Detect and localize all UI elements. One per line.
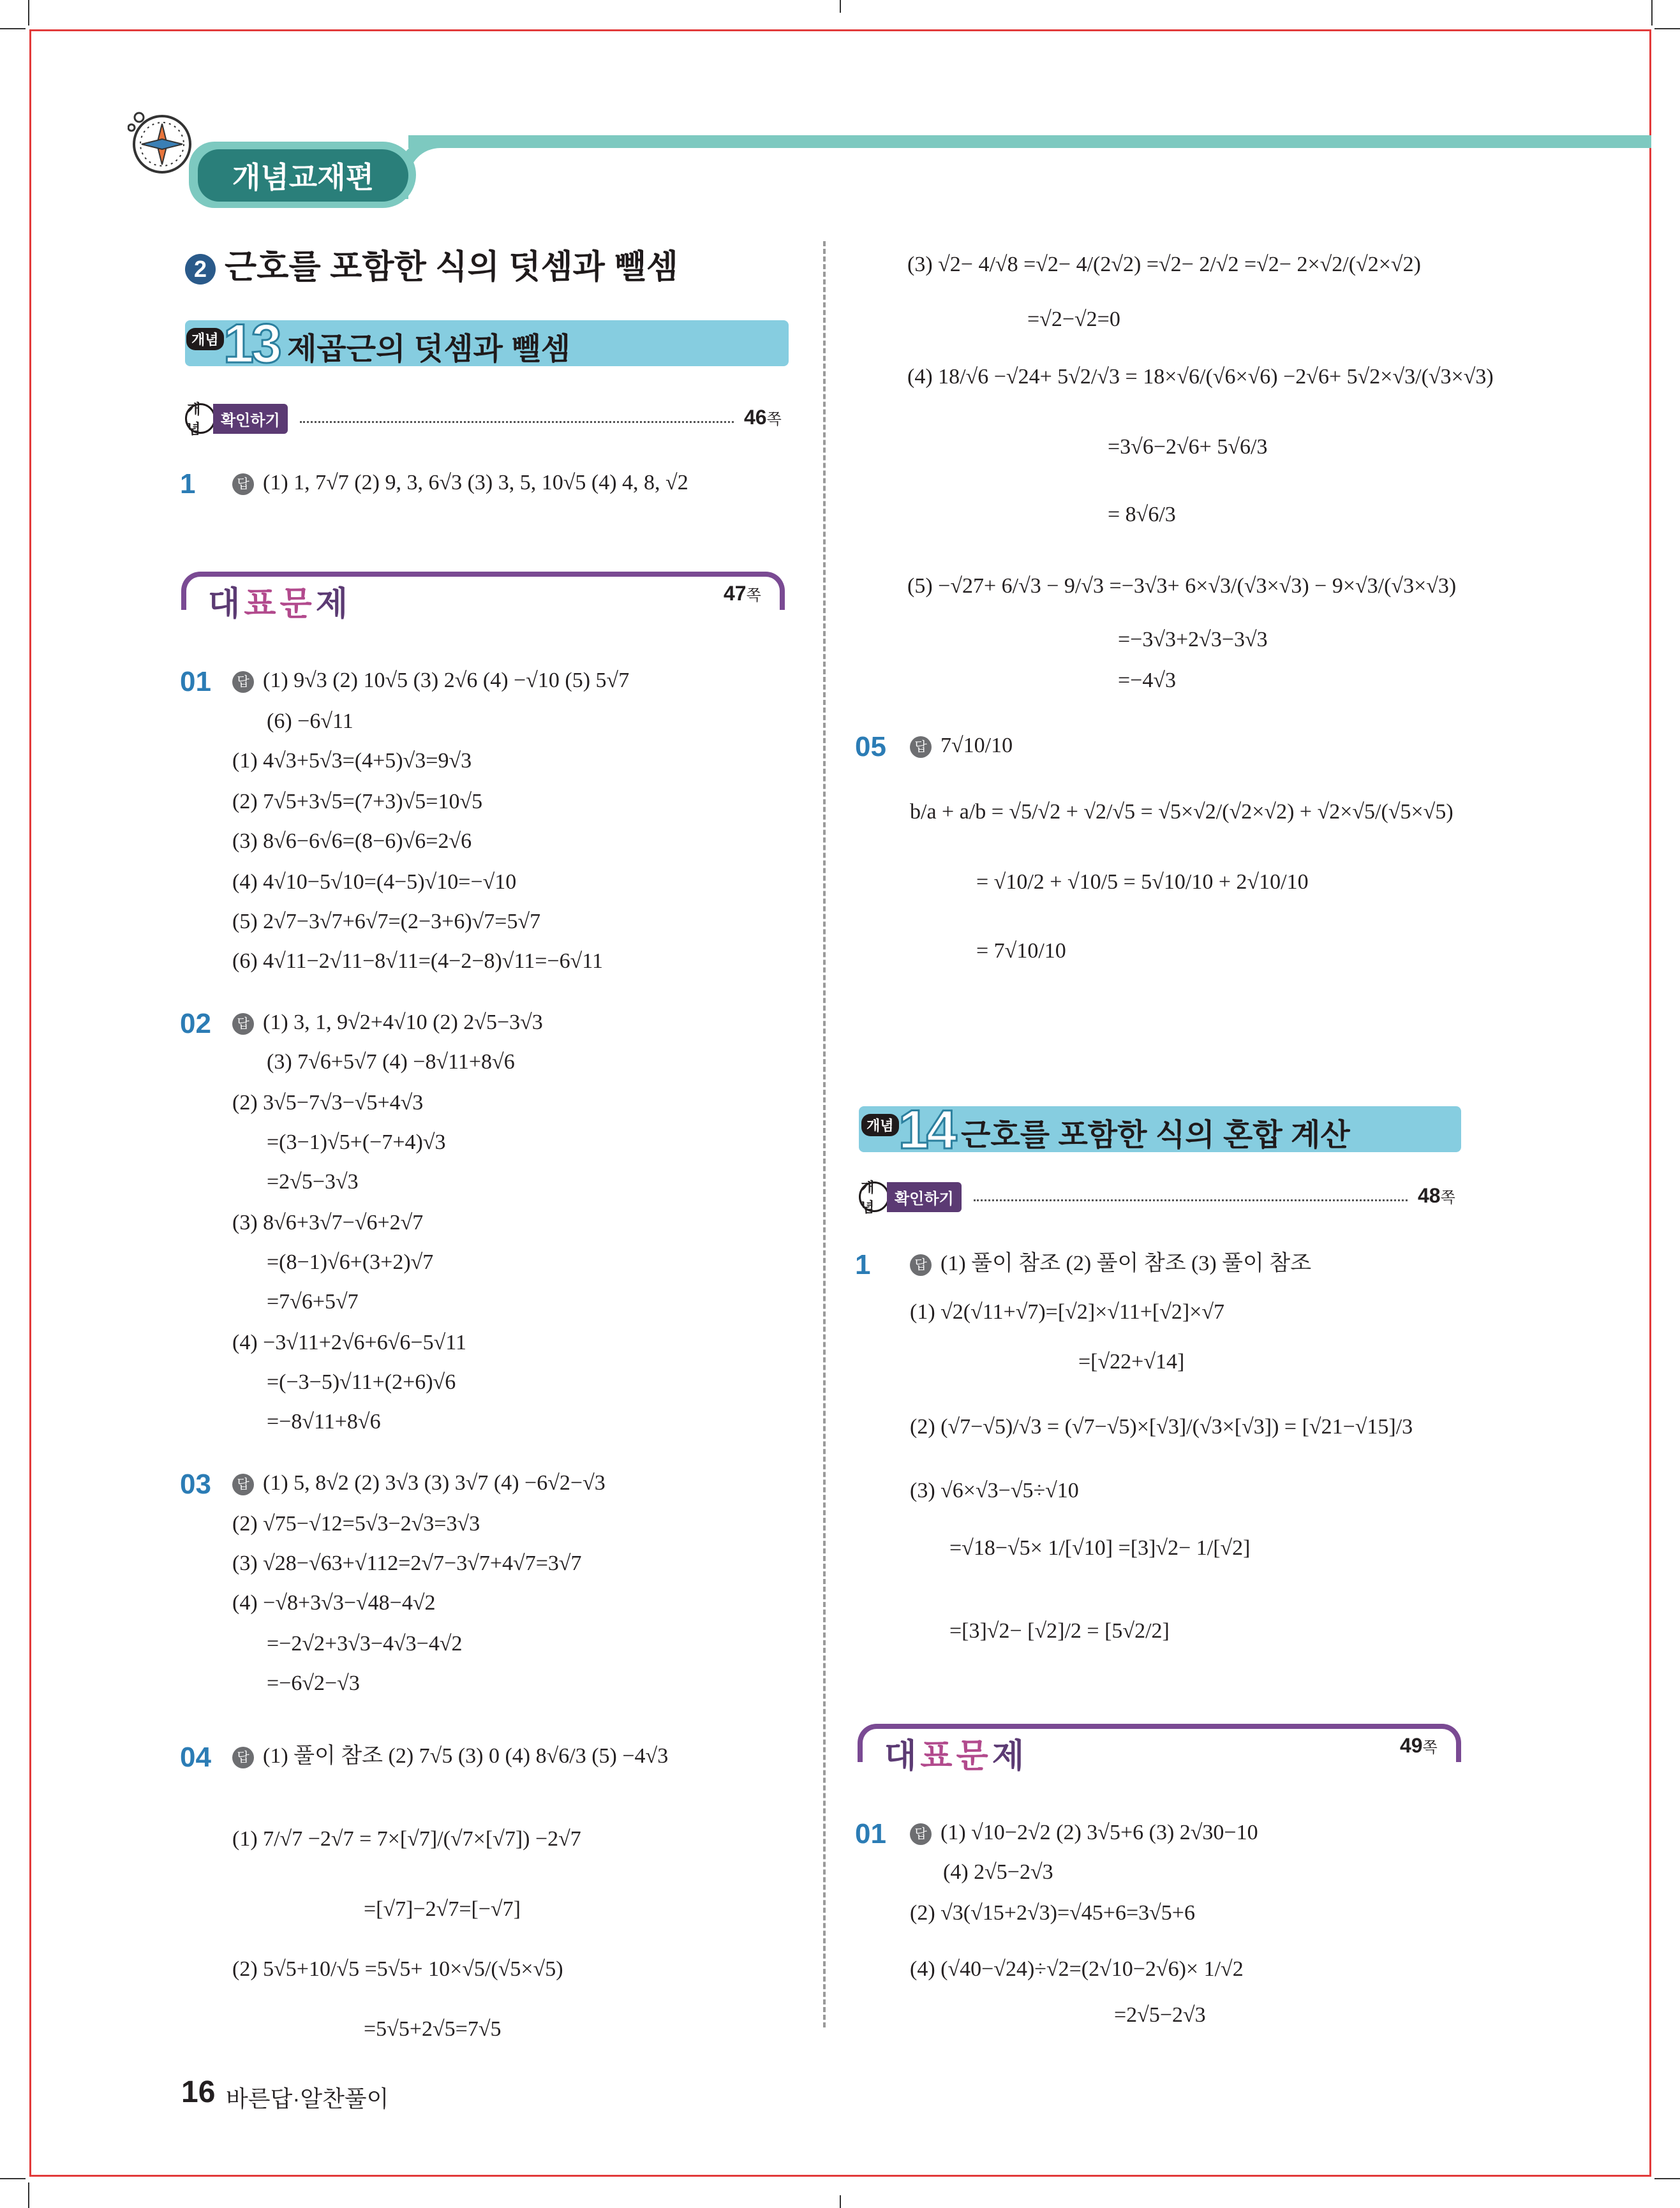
page-ref-47: 47쪽: [724, 582, 761, 605]
check-label: 확인하기: [213, 404, 288, 434]
answer-mark: 답: [232, 1013, 254, 1035]
solution-line: =[√22+√14]: [1078, 1350, 1185, 1374]
solution-line: (1) 7/√7 −2√7 = 7×[√7]/(√7×[√7]) −2√7: [232, 1827, 581, 1851]
rep-problem-title: 대표문제: [884, 1738, 1028, 1775]
question-number: 01: [855, 1818, 886, 1849]
part-label: 개념교재편: [198, 149, 408, 202]
solution-line: =(3−1)√5+(−7+4)√3: [267, 1130, 446, 1154]
solution-line: (4) 18/√6 −√24+ 5√2/√3 = 18×√6/(√6×√6) −2√6+ 5√2×√3/(√3×√3): [907, 365, 1494, 389]
check-label: 확인하기: [887, 1182, 962, 1212]
answer-line: 답 (1) 풀이 참조 (2) 풀이 참조 (3) 풀이 참조: [910, 1253, 1311, 1276]
crop-mark: [1654, 28, 1680, 29]
question-number: 03: [180, 1469, 211, 1500]
question-number: 01: [180, 666, 211, 697]
answer-mark: 답: [232, 671, 254, 693]
solution-line: =5√5+2√5=7√5: [364, 2017, 502, 2041]
solution-line: (5) 2√7−3√7+6√7=(2−3+6)√7=5√7: [232, 910, 541, 933]
column-divider: [823, 241, 826, 2027]
solution-line: =√2−√2=0: [1027, 307, 1120, 331]
solution-line: =[3]√2− [√2]/2 = [5√2/2]: [949, 1619, 1170, 1643]
check-tag-13: [185, 401, 288, 437]
question-number: 1: [180, 468, 196, 500]
check-circle: 개념: [185, 403, 216, 434]
page-ref-49: 49쪽: [1400, 1734, 1438, 1757]
answer-mark: 답: [232, 1747, 254, 1768]
solution-line: (2) 5√5+10/√5 =5√5+ 10×√5/(√5×√5): [232, 1957, 563, 1981]
solution-line: (2) √75−√12=5√3−2√3=3√3: [232, 1512, 480, 1536]
solution-line: =−3√3+2√3−3√3: [1118, 628, 1268, 651]
crop-mark: [28, 2182, 29, 2208]
answer-line: 답 (1) √10−2√2 (2) 3√5+6 (3) 2√30−10: [910, 1822, 1258, 1845]
dotted-leader: [974, 1199, 1408, 1201]
section-title-text: 근호를 포함한 식의 덧셈과 뺄셈: [225, 249, 678, 286]
concept-13-number: 13: [223, 313, 279, 374]
solution-line: =[√7]−2√7=[−√7]: [364, 1897, 521, 1921]
concept-13-tag: 개념: [186, 328, 224, 350]
answer-line: 답 (1) 3, 1, 9√2+4√10 (2) 2√5−3√3: [232, 1012, 543, 1035]
solution-line: =2√5−3√3: [267, 1170, 359, 1194]
solution-line: (2) √3(√15+2√3)=√45+6=3√5+6: [910, 1901, 1195, 1925]
answer-line: 답 (1) 9√3 (2) 10√5 (3) 2√6 (4) −√10 (5) 5√7: [232, 670, 629, 693]
crop-mark: [0, 2178, 26, 2179]
answer-mark: 답: [232, 1474, 254, 1495]
solution-line: (3) √6×√3−√5÷√10: [910, 1479, 1079, 1502]
solution-line: (4) 4√10−5√10=(4−5)√10=−√10: [232, 870, 517, 894]
rep-problem-title: 대표문제: [208, 586, 352, 623]
question-number: 05: [855, 731, 886, 762]
answer-line: 답 7√10/10: [910, 735, 1013, 758]
solution-line: (2) 7√5+3√5=(7+3)√5=10√5: [232, 790, 483, 813]
solution-line: = 7√10/10: [976, 939, 1066, 963]
question-number: 02: [180, 1008, 211, 1039]
check-circle: 개념: [859, 1182, 889, 1212]
solution-line: (1) √2(√11+√7)=[√2]×√11+[√2]×√7: [910, 1300, 1225, 1324]
solution-line: =(−3−5)√11+(2+6)√6: [267, 1370, 456, 1394]
solution-line: (4) −√8+3√3−√48−4√2: [232, 1591, 436, 1615]
answer-line: (3) 7√6+5√7 (4) −8√11+8√6: [267, 1050, 515, 1074]
page-ref-46: 46쪽: [744, 406, 782, 429]
solution-line: =(8−1)√6+(3+2)√7: [267, 1250, 434, 1274]
solution-line: =2√5−2√3: [1114, 2003, 1206, 2027]
solution-line: (3) √28−√63+√112=2√7−3√7+4√7=3√7: [232, 1552, 582, 1575]
answer-line: (4) 2√5−2√3: [943, 1860, 1053, 1884]
solution-line: (2) 3√5−7√3−√5+4√3: [232, 1091, 424, 1115]
solution-line: (5) −√27+ 6/√3 − 9/√3 =−3√3+ 6×√3/(√3×√3) − 9×√3/(√3×√3): [907, 574, 1457, 598]
question-number: 04: [180, 1742, 211, 1773]
answer-line: 답 (1) 5, 8√2 (2) 3√3 (3) 3√7 (4) −6√2−√3: [232, 1472, 606, 1495]
solution-line: b/a + a/b = √5/√2 + √2/√5 = √5×√2/(√2×√2) + √2×√5/(√5×√5): [910, 800, 1453, 824]
solution-line: =3√6−2√6+ 5√6/3: [1108, 435, 1268, 459]
concept-14-tag: 개념: [861, 1114, 899, 1136]
solution-line: =−2√2+3√3−4√3−4√2: [267, 1632, 463, 1656]
solution-line: (2) (√7−√5)/√3 = (√7−√5)×[√3]/(√3×[√3]) = [√21−√15]/3: [910, 1415, 1413, 1439]
solution-line: =√18−√5× 1/[√10] =[3]√2− 1/[√2]: [949, 1536, 1251, 1560]
book-title: 바른답·알찬풀이: [226, 2086, 389, 2112]
concept-14-title: 근호를 포함한 식의 혼합 계산: [961, 1118, 1350, 1152]
solution-line: (4) (√40−√24)÷√2=(2√10−2√6)× 1/√2: [910, 1957, 1244, 1981]
solution-line: =7√6+5√7: [267, 1290, 359, 1314]
section-number: 2: [185, 254, 216, 285]
answer-mark: 답: [910, 736, 932, 758]
crop-mark: [840, 2195, 841, 2208]
answer-line: (6) −6√11: [267, 709, 353, 733]
answer-line: 답 (1) 풀이 참조 (2) 7√5 (3) 0 (4) 8√6/3 (5) −4√3: [232, 1745, 668, 1768]
solution-line: = √10/2 + √10/5 = 5√10/10 + 2√10/10: [976, 870, 1309, 894]
check-tag-14: [859, 1180, 962, 1215]
solution-line: =−8√11+8√6: [267, 1410, 381, 1434]
concept-14-number: 14: [898, 1099, 955, 1160]
compass-icon: [128, 110, 197, 179]
solution-line: =−6√2−√3: [267, 1671, 360, 1695]
solution-line: =−4√3: [1118, 669, 1177, 692]
dotted-leader: [300, 421, 734, 423]
solution-line: = 8√6/3: [1108, 503, 1176, 526]
solution-line: (6) 4√11−2√11−8√11=(4−2−8)√11=−6√11: [232, 949, 604, 973]
answer-line: 답 (1) 1, 7√7 (2) 9, 3, 6√3 (3) 3, 5, 10√5 (4) 4, 8, √2: [232, 472, 688, 495]
solution-line: (3) 8√6−6√6=(8−6)√6=2√6: [232, 829, 472, 853]
crop-mark: [840, 0, 841, 13]
crop-mark: [0, 28, 26, 29]
solution-line: (1) 4√3+5√3=(4+5)√3=9√3: [232, 749, 472, 773]
solution-line: (3) 8√6+3√7−√6+2√7: [232, 1211, 424, 1234]
section-title: [185, 240, 678, 288]
concept-13-title: 제곱근의 덧셈과 뺄셈: [287, 332, 570, 366]
answer-mark: 답: [232, 473, 254, 495]
answer-mark: 답: [910, 1254, 932, 1276]
question-number: 1: [855, 1249, 871, 1280]
solution-line: (4) −3√11+2√6+6√6−5√11: [232, 1331, 466, 1354]
page-ref-48: 48쪽: [1418, 1184, 1455, 1207]
crop-mark: [1651, 0, 1653, 26]
page-number: 16: [181, 2075, 216, 2109]
crop-mark: [1654, 2178, 1680, 2179]
solution-line: (3) √2− 4/√8 =√2− 4/(2√2) =√2− 2/√2 =√2− 2×√2/(√2×√2): [907, 253, 1421, 276]
crop-mark: [28, 0, 29, 26]
header-band: [408, 135, 1651, 148]
answer-mark: 답: [910, 1823, 932, 1845]
